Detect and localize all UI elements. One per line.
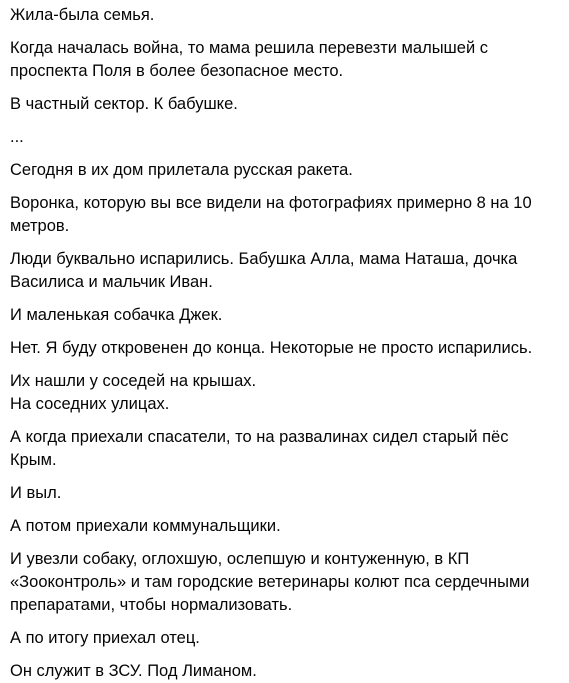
paragraph: И выл. [10, 484, 62, 502]
paragraph: Он служит в ЗСУ. Под Лиманом. [10, 662, 257, 680]
paragraph: А потом приехали коммунальщики. [10, 517, 281, 535]
paragraph: А когда приехали спасатели, то на развалинах сидел старый пёс Крым. [10, 428, 509, 469]
paragraph: Воронка, которую вы все видели на фотографиях примерно 8 на 10 метров. [10, 194, 532, 235]
paragraph: И увезли собаку, оглохшую, ослепшую и контуженную, в КП «Зооконтроль» и там городские ветеринары колют пса сердечными препаратами, чтобы нормализовать. [10, 550, 530, 614]
paragraph: Люди буквально испарились. Бабушка Алла, мама Наташа, дочка Василиса и мальчик Иван. [10, 250, 518, 291]
paragraph: Когда началась война, то мама решила перевезти малышей с проспекта Поля в более безопасное место. [10, 39, 489, 80]
paragraph: ... [10, 128, 24, 146]
paragraph: Нет. Я буду откровенен до конца. Некоторые не просто испарились. [10, 339, 533, 357]
paragraph: В частный сектор. К бабушке. [10, 95, 238, 113]
paragraph: Их нашли у соседей на крышах. На соседних улицах. [10, 372, 257, 413]
paragraph: А по итогу приехал отец. [10, 629, 200, 647]
paragraph: Жила-была семья. [10, 6, 155, 24]
paragraph: Сегодня в их дом прилетала русская ракета. [10, 161, 353, 179]
paragraph: И маленькая собачка Джек. [10, 306, 223, 324]
